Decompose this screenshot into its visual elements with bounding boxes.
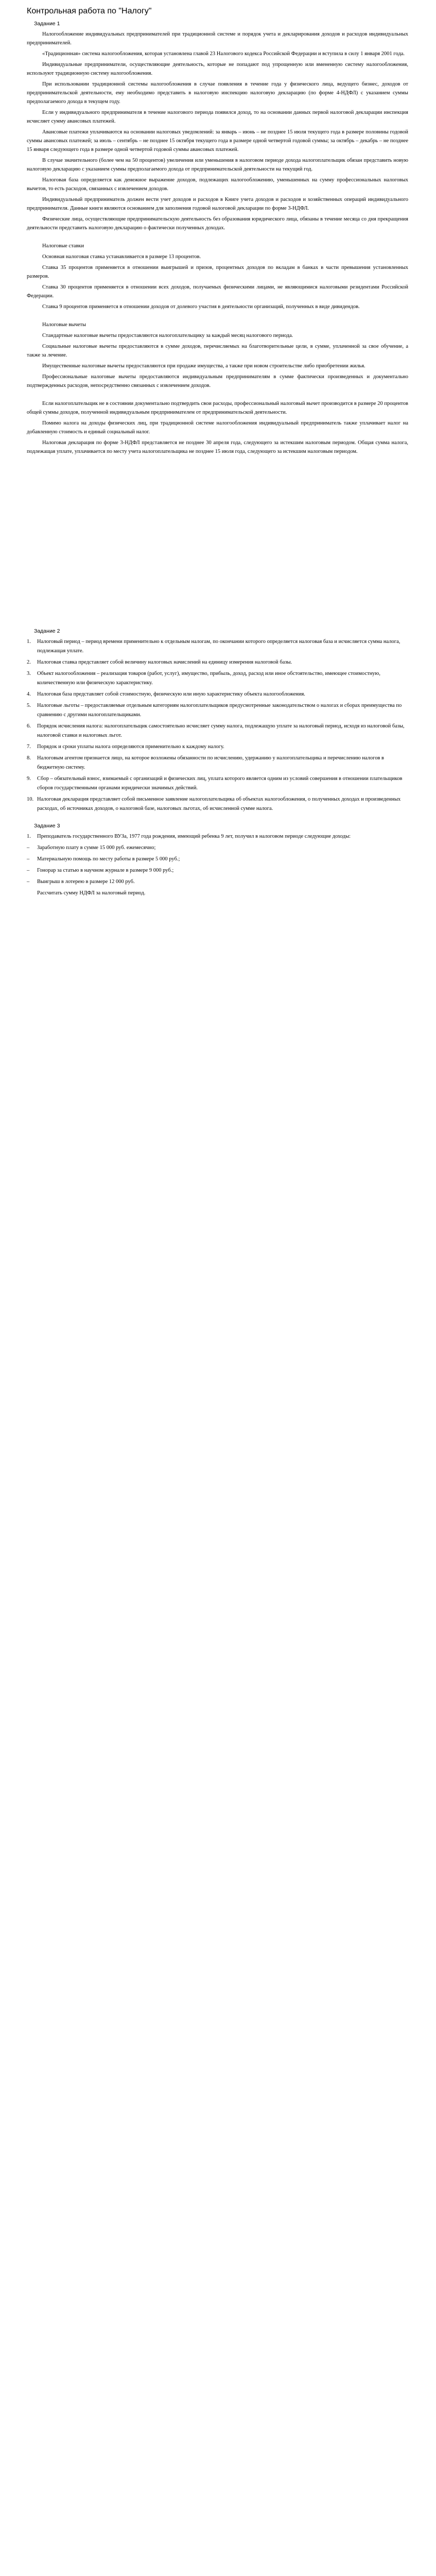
task1-paragraph: Налоговая база определяется как денежное выражение доходов, подлежащих налогообложению, уменьшенных на сумму профессиональных налоговых вычетов, то есть расходов, связанных с извлечением доходов. (27, 177, 408, 192)
list-item: – Гонорар за статью в научном журнале в размере 9 000 руб.; (27, 868, 174, 873)
rate-item: Основная налоговая ставка устанавливается в размере 13 процентов. (42, 254, 201, 260)
section-title-rates: Налоговые ставки (42, 243, 84, 249)
rate-item: Ставка 30 процентов применяется в отношении всех доходов, получаемых физическими лицами, не являющимися налоговыми резидентами Российской Федерации. (27, 284, 408, 299)
list-item: 7. Порядок и сроки уплаты налога определяются применительно к каждому налогу. (27, 744, 224, 750)
task1-paragraph: Индивидуальный предприниматель должен вести учет доходов и расходов в Книге учета доходов и расходов и хозяйственных операций индивидуального предпринимателя. Данные книги являются основанием для заполнения годовой налоговой декларации по форме 3-НДФЛ. (27, 197, 408, 211)
list-item: 6. Порядок исчисления налога: налогоплательщик самостоятельно исчисляет сумму налога, подлежащую уплате за налоговый период, исходя из налоговой базы, налоговой ставки и налоговых льгот. (27, 723, 405, 738)
task1-paragraph: Индивидуальные предприниматели, осуществляющие деятельность, которые не попадают под упрощенную или вмененную систему налогообложения, используют традиционную систему налогообложения. (27, 62, 408, 76)
deduction-item: Стандартные налоговые вычеты предоставляются налогоплательщику за каждый месяц налогового периода. (42, 333, 293, 338)
task1-paragraph: Авансовые платежи уплачиваются на основании налоговых уведомлений: за январь – июнь – не позднее 15 июля текущего года в размере половины годовой суммы авансовых платежей; за июль – сентябрь – не позднее 15 октября текущего года в размере одной четвертой годовой суммы; за октябрь – декабрь – не позднее 15 января следующего года в размере одной четвертой годовой суммы авансовых платежей. (27, 129, 408, 152)
list-item: 2. Налоговая ставка представляет собой величину налоговых начислений на единицу измерения налоговой базы. (27, 659, 292, 665)
task2-heading: Задание 2 (34, 628, 60, 634)
task1-paragraph: Если у индивидуального предпринимателя в течение налогового периода появился доход, то на основании данных первой налоговой декларации инспекция исчисляет сумму авансовых платежей. (27, 110, 408, 124)
list-item: 10. Налоговая декларация представляет собой письменное заявление налогоплательщика об объектах налогообложения, о полученных доходах и произведенных расходах, об источниках доходов, о налоговой базе, налоговых льготах, об исчисленной сумме налога. (27, 796, 401, 811)
closing-paragraph: Помимо налога на доходы физических лиц, при традиционной системе налогообложения индивидуальный предприниматель также уплачивает налог на добавленную стоимость и единый социальный налог. (27, 420, 408, 435)
task1-heading: Задание 1 (34, 21, 60, 27)
task1-paragraph: «Традиционная» система налогообложения, которая установлена главой 23 Налогового кодекса Российской Федерации и вступила в силу 1 января 2001 года. (42, 51, 405, 57)
list-item: 1. Налоговый период – период времени применительно к отдельным налогам, по окончании которого определяется налоговая база и исчисляется сумма налога, подлежащая уплате. (27, 639, 400, 654)
section-title-deductions: Налоговые вычеты (42, 322, 86, 328)
task1-paragraph: При использовании традиционной системы налогообложения в случае появления в течение года у физического лица, ведущего бизнес, доходов от предпринимательской деятельности, ему необходимо представить в налоговую инспекцию налоговую декларацию (по форме 4-НДФЛ) с указанием суммы предполагаемого дохода в текущем году. (27, 81, 408, 105)
list-item: Рассчитать сумму НДФЛ за налоговый период. (37, 890, 146, 896)
list-item: – Материальную помощь по месту работы в размере 5 000 руб.; (27, 856, 180, 862)
closing-paragraph: Налоговая декларация по форме 3-НДФЛ представляется не позднее 30 апреля года, следующего за истекшим налоговым периодом. Общая сумма налога, подлежащая уплате, уплачивается по месту учета налогоплательщика не позднее 15 июля года, следующего за истекшим налоговым периодом. (27, 440, 408, 454)
task2-list (27, 637, 408, 814)
page-title: Контрольная работа по "Налогу" (27, 7, 152, 15)
task3-heading: Задание 3 (34, 823, 60, 829)
deduction-item: Социальные налоговые вычеты предоставляются в сумме доходов, перечисляемых на благотворительные цели, в сумме, уплаченной за свое обучение, а также за лечение. (27, 344, 408, 358)
list-item: 9. Сбор – обязательный взнос, взимаемый с организаций и физических лиц, уплата которого является одним из условий совершения в отношении плательщиков сборов государственными органами юридически значимых действий. (27, 776, 403, 791)
list-item: 3. Объект налогообложения – реализация товаров (работ, услуг), имущество, прибыль, доход, расход или иное обстоятельство, имеющее стоимостную, количественную или физическую характеристику. (27, 671, 381, 686)
rate-item: Ставка 9 процентов применяется в отношении доходов от долевого участия в деятельности организаций, полученных в виде дивидендов. (42, 304, 360, 310)
task1-paragraph: Физические лица, осуществляющие предпринимательскую деятельность без образования юридического лица, обязаны в течение месяца со дня прекращения деятельности представить налоговую декларацию о фактически полученных доходах. (27, 216, 408, 231)
task1-paragraph: Налогообложение индивидуальных предпринимателей при традиционной системе и порядок учета и декларирования доходов и расходов индивидуальных предпринимателей. (27, 31, 408, 46)
closing-paragraph: Если налогоплательщик не в состоянии документально подтвердить свои расходы, профессиональный налоговый вычет производится в размере 20 процентов общей суммы доходов, полученной индивидуальным предпринимателем от предпринимательской деятельности. (27, 401, 409, 415)
list-item: – Заработную плату в сумме 15 000 руб. ежемесячно; (27, 845, 156, 851)
task3-list (27, 832, 408, 898)
rate-item: Ставка 35 процентов применяется в отношении выигрышей и призов, процентных доходов по вкладам в банках в части превышения установленных размеров. (27, 265, 408, 279)
task1-paragraph: В случае значительного (более чем на 50 процентов) увеличения или уменьшения в налоговом периоде дохода налогоплательщик обязан представить новую налоговую декларацию с указанием суммы предполагаемого дохода от предпринимательской деятельности на текущий год. (27, 158, 408, 172)
list-item: 1. Преподаватель государственного ВУЗа, 1977 года рождения, имеющий ребенка 9 лет, получил в налоговом периоде следующие доходы: (27, 834, 351, 839)
deduction-item: Имущественные налоговые вычеты предоставляются при продаже имущества, а также при новом строительстве либо приобретении жилья. (42, 363, 365, 369)
list-item: – Выигрыш в лотерею в размере 12 000 руб. (27, 879, 135, 885)
deduction-item: Профессиональные налоговые вычеты предоставляются индивидуальным предпринимателям в сумме фактически произведенных и документально подтвержденных расходов, непосредственно связанных с извлечением доходов. (27, 374, 408, 388)
list-item: 8. Налоговым агентом признается лицо, на которое возложены обязанности по исчислению, удержанию у налогоплательщика и перечислению налогов в бюджетную систему. (27, 755, 385, 770)
list-item: 5. Налоговые льготы – предоставляемые отдельным категориям налогоплательщиков предусмотренные законодательством о налогах и сборах преимущества по сравнению с другими налогоплательщиками. (27, 703, 402, 718)
list-item: 4. Налоговая база представляет собой стоимостную, физическую или иную характеристику объекта налогообложения. (27, 691, 305, 697)
